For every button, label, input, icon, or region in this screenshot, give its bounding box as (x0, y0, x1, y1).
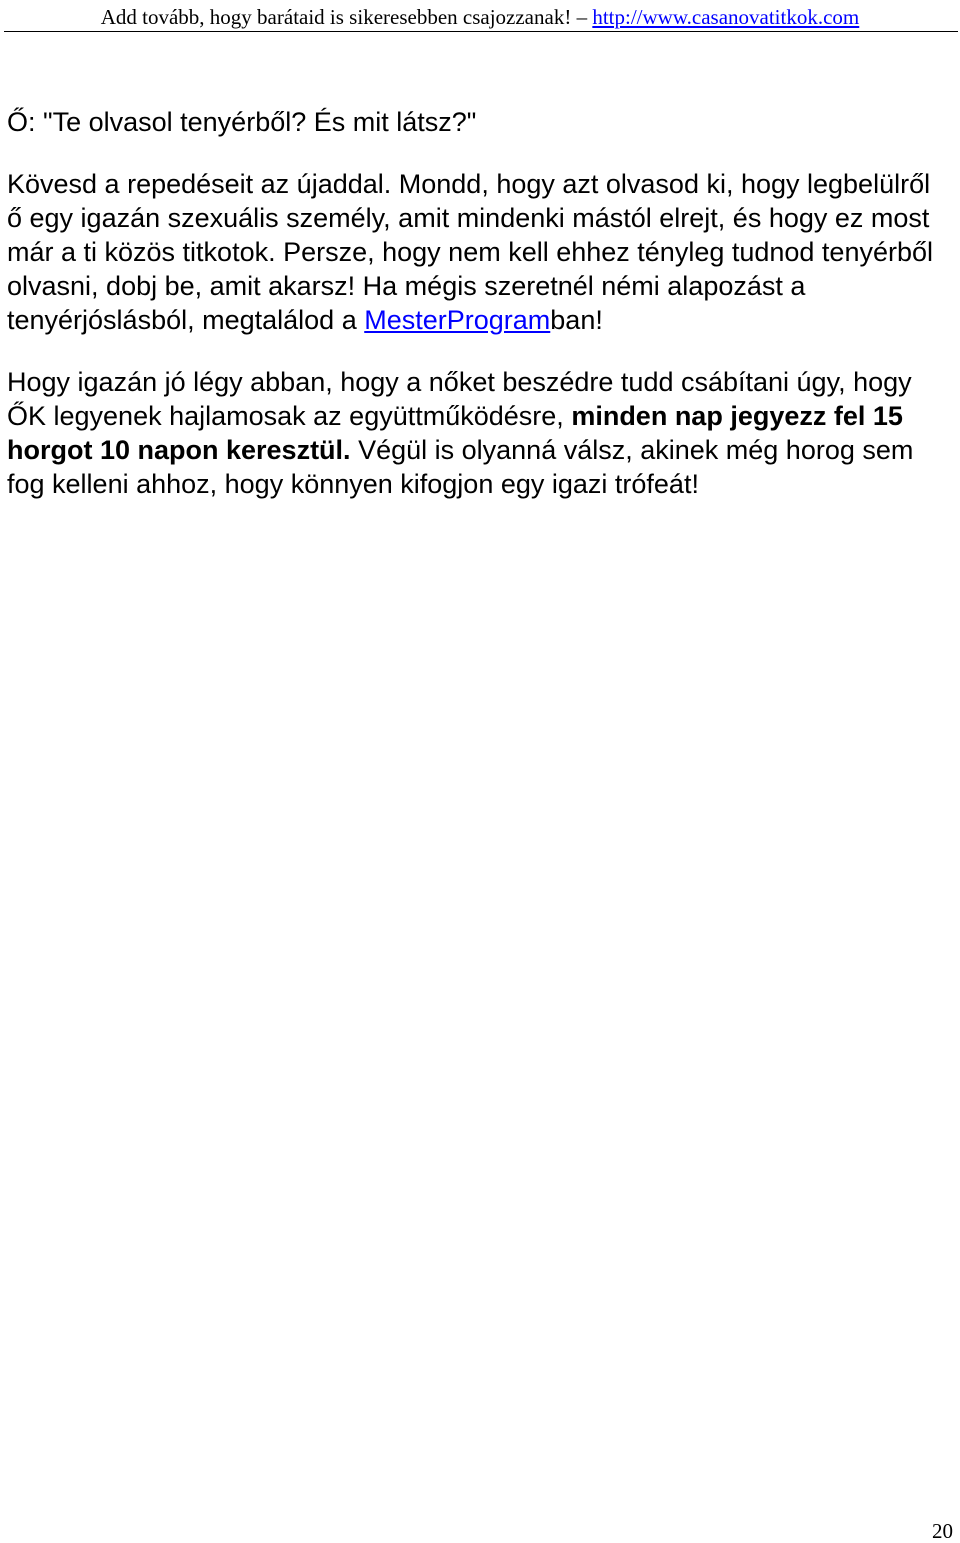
header-divider (4, 31, 958, 32)
palm-reading-suffix: ban! (550, 305, 603, 335)
palm-reading-paragraph (7, 167, 947, 337)
page-number: 20 (932, 1519, 953, 1543)
hooks-paragraph (7, 365, 947, 501)
page-header (0, 0, 960, 34)
dialogue-text: Ő: "Te olvasol tenyérből? És mit látsz?" (7, 107, 477, 137)
palm-reading-text: Kövesd a repedéseit az újaddal. Mondd, hogy azt olvasod ki, hogy legbelülről ő egy igazán szexuális személy, amit mindenki mástól elrejt, és hogy ez most már a ti közös titkotok. Persze, hogy nem kell ehhez tényleg tudnod tenyérből olvasni, dobj be, amit akarsz! Ha mégis szeretnél némi alapozást a tenyérjóslásból, megtalálod a (7, 169, 934, 335)
mesterprogram-link[interactable]: MesterProgram (364, 305, 551, 335)
hooks-text: Hogy igazán jó légy abban, hogy a nőket beszédre tudd csábítani úgy, hogy ŐK legyenek hajlamosak az együttműködésre, (7, 367, 912, 431)
document-body (7, 105, 947, 501)
dialogue-line (7, 105, 947, 139)
header-link[interactable]: http://www.casanovatitkok.com (592, 5, 860, 29)
header-text: Add tovább, hogy barátaid is sikeresebben csajozzanak! – (100, 5, 588, 29)
hooks-suffix: Végül is olyanná válsz, akinek még horog sem fog kelleni ahhoz, hogy könnyen kifogjon egy igazi trófeát! (7, 435, 914, 499)
hooks-bold-text: minden nap jegyezz fel 15 horgot 10 napon keresztül. (7, 401, 903, 465)
